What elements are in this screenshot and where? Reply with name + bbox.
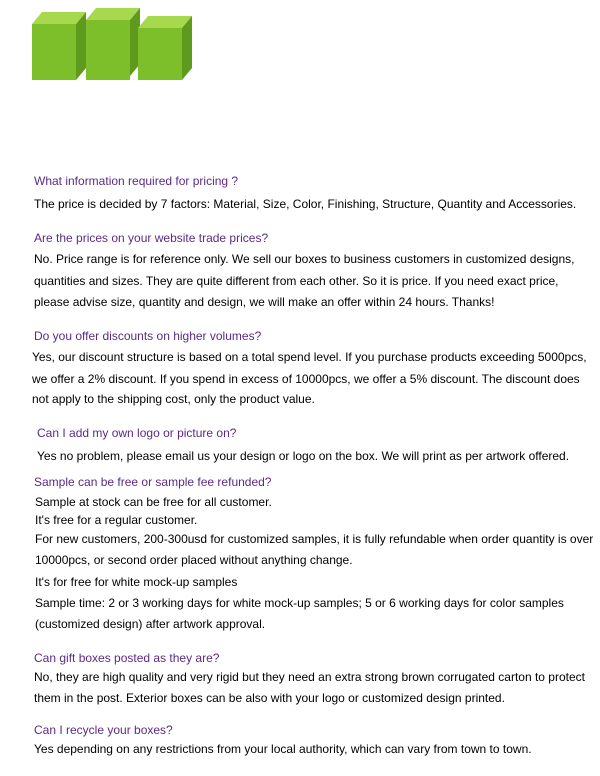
faq-answer-line: No. Price range is for reference only. We sell our boxes to business customers in customized designs, xyxy=(34,252,575,266)
faq-answer-line: please advise size, quantity and design, we will make an offer within 24 hours. Thanks! xyxy=(34,295,495,309)
faq-answer-line: 10000pcs, or second order placed without anything change. xyxy=(35,553,353,567)
faq-answer-line: Yes depending on any restrictions from your local authority, which can vary from town to town. xyxy=(34,742,532,756)
faq-answer-line: It's for free for white mock-up samples xyxy=(35,575,238,589)
faq-logo xyxy=(30,6,200,136)
faq-answer-line: Sample time: 2 or 3 working days for white mock-up samples; 5 or 6 working days for color samples xyxy=(35,596,564,610)
faq-question: Can gift boxes posted as they are? xyxy=(34,651,220,665)
faq-question: Are the prices on your website trade prices? xyxy=(34,231,269,245)
faq-question: Can I recycle your boxes? xyxy=(34,723,173,737)
faq-answer-line: them in the post. Exterior boxes can be also with your logo or customized design printed. xyxy=(34,691,505,705)
faq-question: Can I add my own logo or picture on? xyxy=(37,426,237,440)
faq-answer-line: quantities and sizes. They are quite different from each other. So it is price. If you need exact price, xyxy=(34,274,559,288)
faq-answer-line: The price is decided by 7 factors: Material, Size, Color, Finishing, Structure, Quantity and Accessories. xyxy=(34,197,577,211)
faq-question: Sample can be free or sample fee refunded? xyxy=(34,475,272,489)
faq-question: What information required for pricing ? xyxy=(34,174,239,188)
faq-answer-line: we offer a 2% discount. If you spend in excess of 10000pcs, we offer a 5% discount. The discount does xyxy=(32,372,580,386)
logo-reflection xyxy=(32,30,182,80)
faq-answer-line: not apply to the shipping cost, only the product value. xyxy=(32,392,315,406)
faq-answer-line: (customized design) after artwork approval. xyxy=(35,617,266,631)
faq-answer-line: Yes no problem, please email us your design or logo on the box. We will print as per artwork offered. xyxy=(37,449,570,463)
faq-answer-line: No, they are high quality and very rigid but they need an extra strong brown corrugated carton to protect xyxy=(34,670,585,684)
faq-answer-line: For new customers, 200-300usd for customized samples, it is fully refundable when order quantity is over xyxy=(35,532,594,546)
faq-answer-line: It's free for a regular customer. xyxy=(35,513,198,527)
faq-answer-line: Yes, our discount structure is based on a total spend level. If you purchase products exceeding 5000pcs, xyxy=(32,350,587,364)
faq-answer-line: Sample at stock can be free for all customer. xyxy=(35,495,272,509)
faq-question: Do you offer discounts on higher volumes? xyxy=(34,329,262,343)
